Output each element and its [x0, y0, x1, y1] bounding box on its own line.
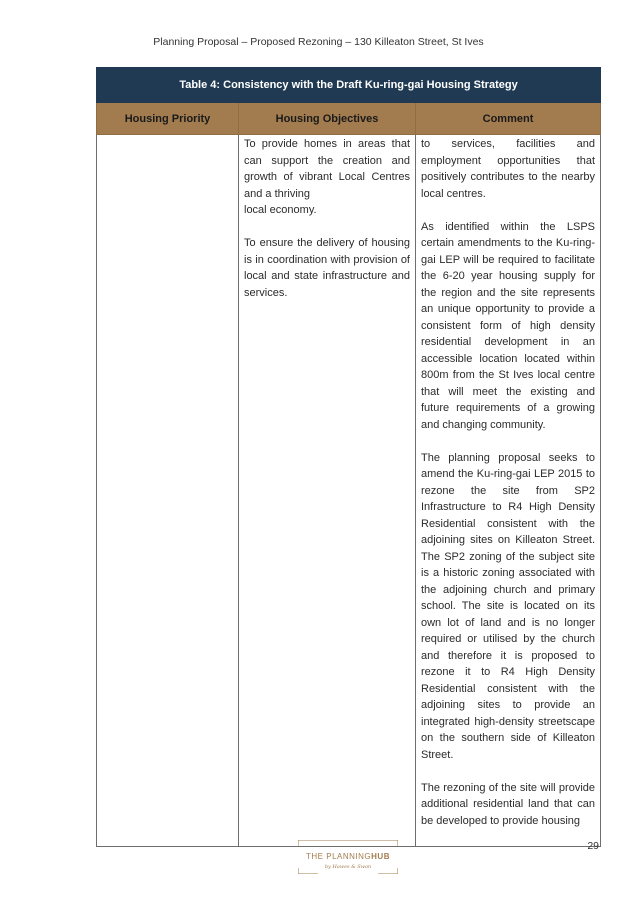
table-title: Table 4: Consistency with the Draft Ku-ring-gai Housing Strategy	[97, 68, 601, 103]
comment-paragraph-2: As identified within the LSPS certain amendments to the Ku-ring-gai LEP will be required to facilitate the 6-20 year housing supply for the region and the site represents an unique opportunity to provide a consistent form of high density residential development in an accessible location located within 800m from the St Ives local centre that will meet the existing and future requirements of a growing and changing community.	[421, 220, 596, 431]
objective-paragraph-1: To provide homes in areas that can support the creation and growth of vibrant Local Centres and a thriving local economy.	[244, 138, 410, 216]
comment-paragraph-4: The rezoning of the site will provide additional residential land that can be developed to provide housing	[421, 781, 596, 827]
comment-paragraph-1: to services, facilities and employment opportunities that positively contributes to the nearby local centres.	[421, 138, 596, 200]
comment-cell	[416, 135, 601, 847]
logo-tagline: by Hawes & Swan	[324, 864, 372, 870]
page-number: 29	[587, 840, 599, 852]
column-header-housing-priority: Housing Priority	[97, 103, 239, 135]
housing-objectives-cell	[239, 135, 416, 847]
column-header-housing-objectives: Housing Objectives	[239, 103, 416, 135]
table-row	[97, 135, 601, 847]
comment-paragraph-3: The planning proposal seeks to amend the Ku-ring-gai LEP 2015 to rezone the site from SP2 Infrastructure to R4 High Density Residential consistent with the adjoining sites on Killeaton Street. The SP2 zoning of the subject site is a historic zoning associated with the adjoining church and primary school. The site is located on its own lot of land and is no longer required or utilised by the church and therefore it is proposed to rezone it to R4 High Density Residential consistent with the adjoining sites to provide an integrated high-density streetscape on the southern side of Killeaton Street.	[421, 451, 596, 761]
housing-priority-cell	[97, 135, 239, 847]
objective-paragraph-2: To ensure the delivery of housing is in coordination with provision of local and state infrastructure and services.	[244, 237, 410, 299]
consistency-table	[96, 67, 601, 847]
housing-priority-text	[97, 135, 238, 136]
logo-brand-text: THE PLANNINGHUB	[306, 852, 390, 861]
page-header: Planning Proposal – Proposed Rezoning – 130 Killeaton Street, St Ives	[153, 36, 484, 48]
column-header-comment: Comment	[416, 103, 601, 135]
planning-hub-logo	[298, 840, 398, 874]
